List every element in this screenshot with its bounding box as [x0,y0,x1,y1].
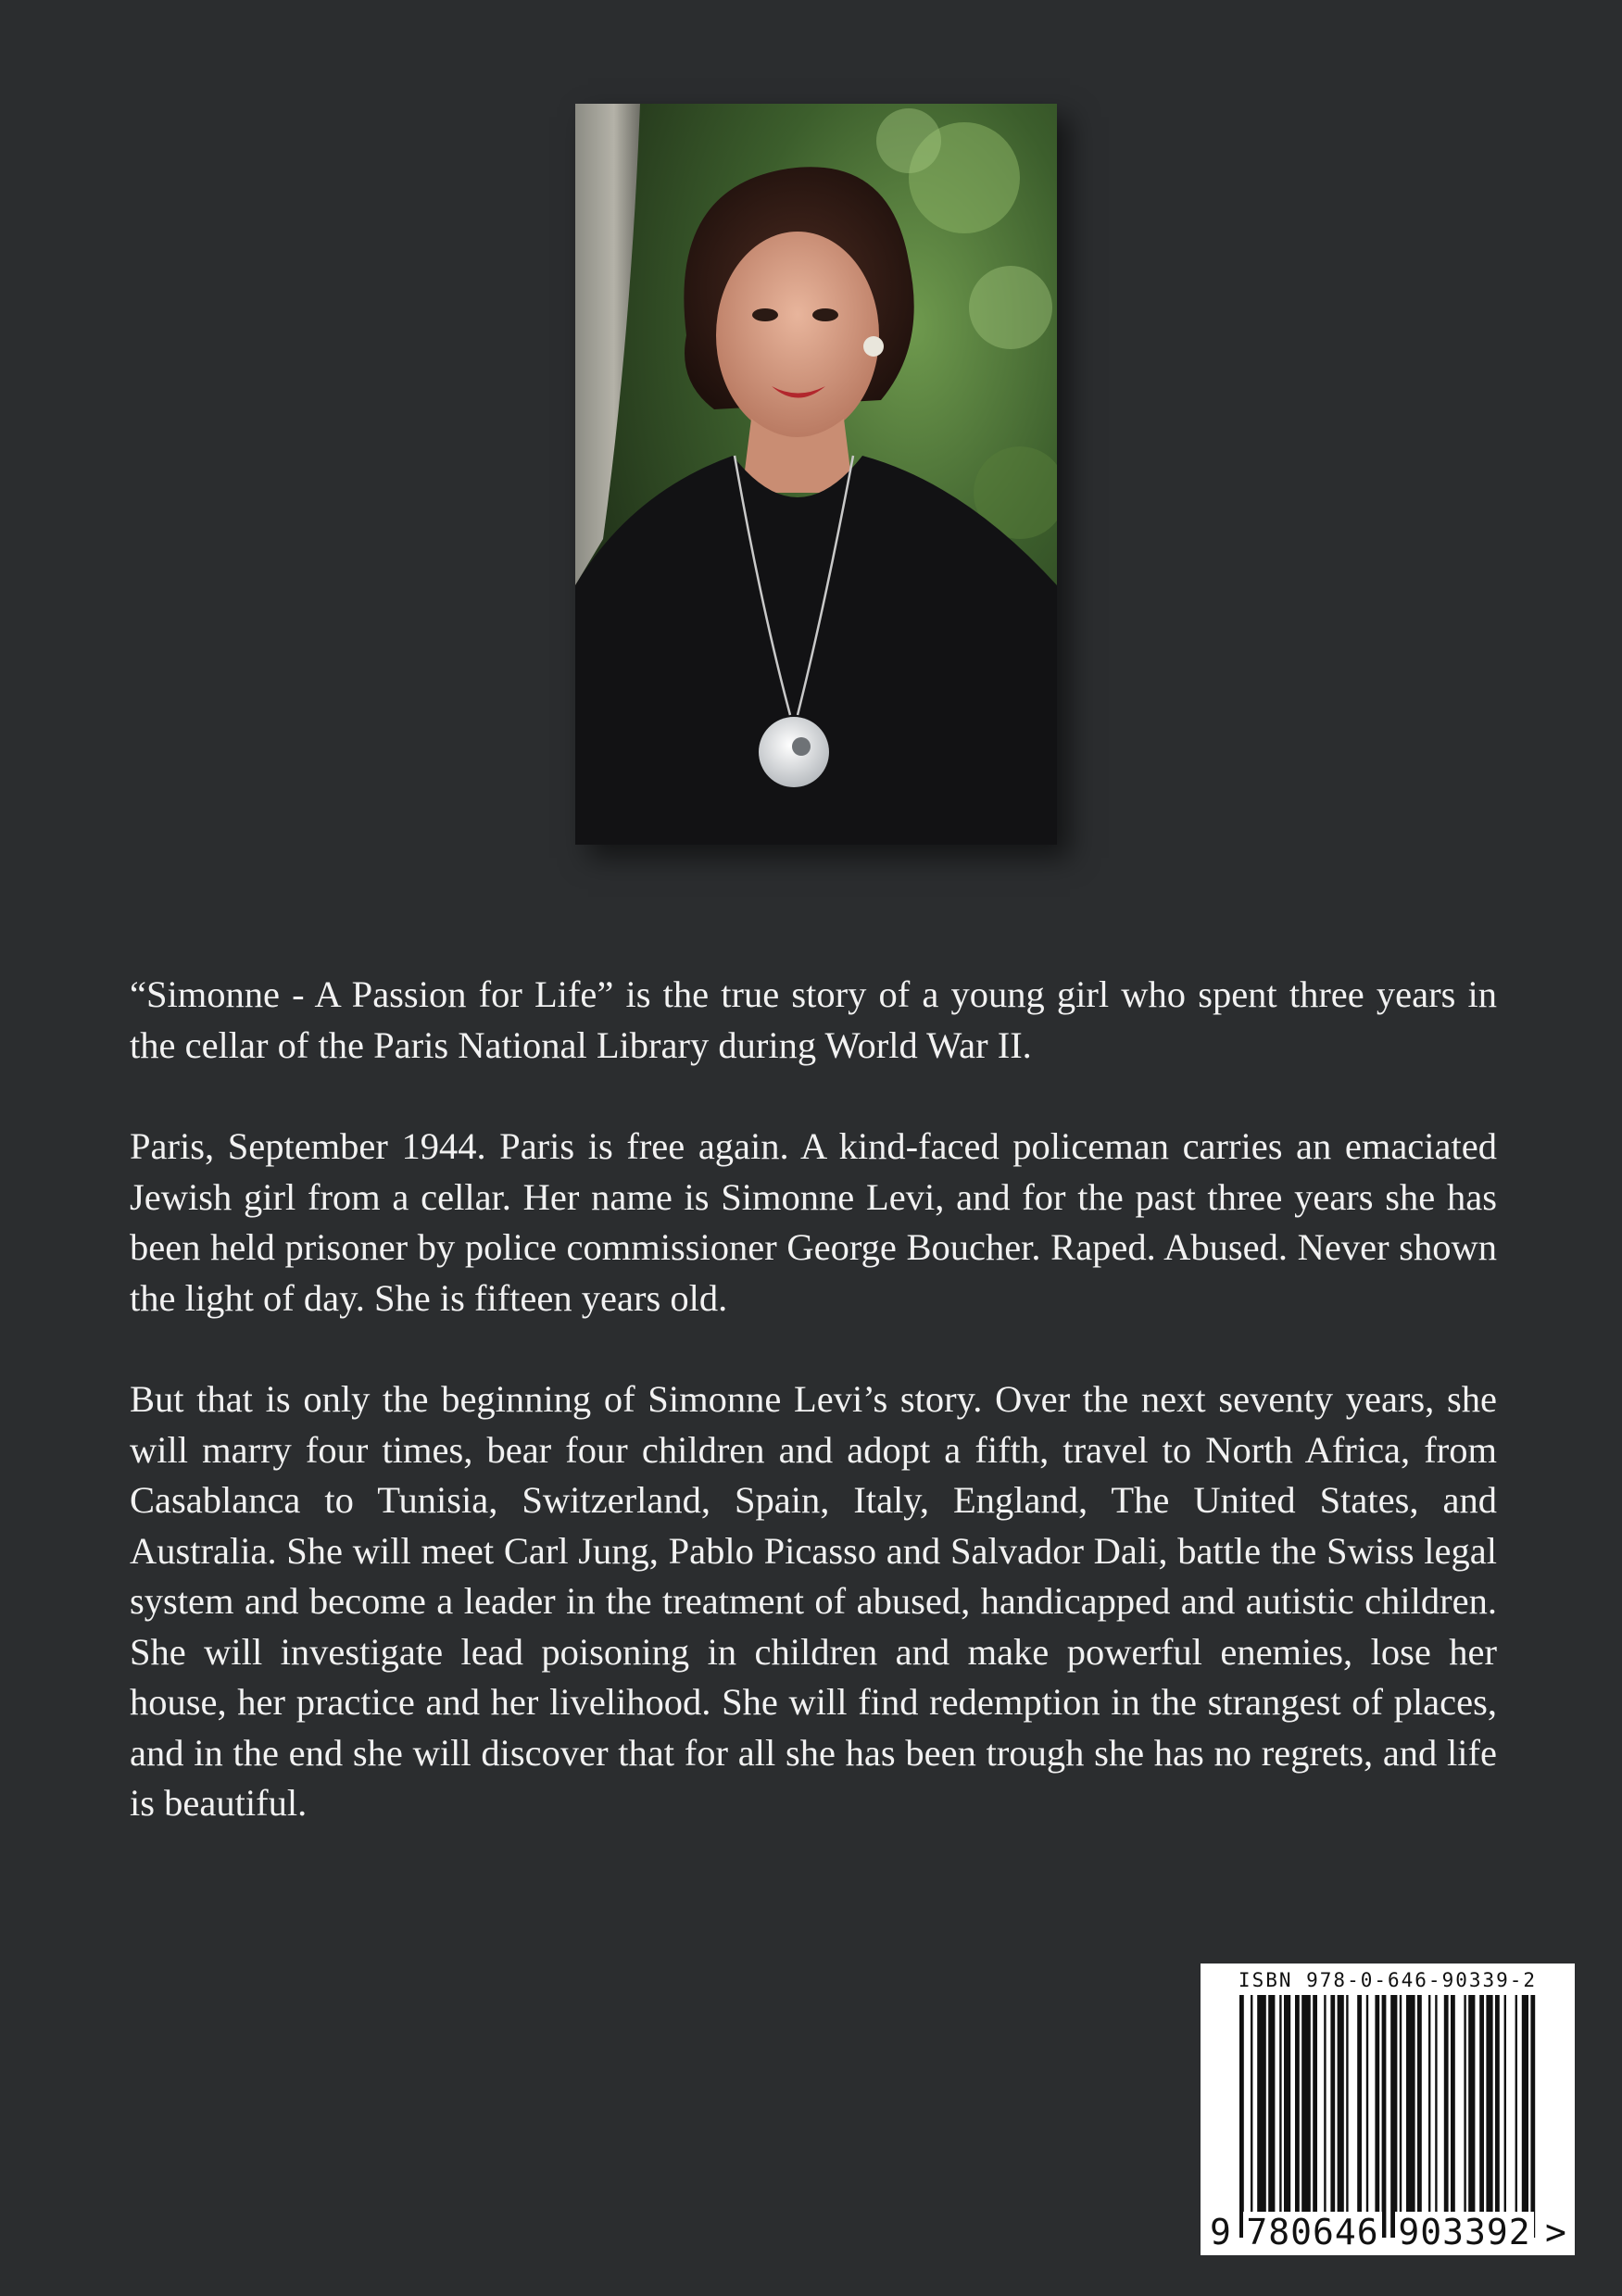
barcode-bar [1366,1995,1368,2214]
blurb-paragraph-paris: Paris, September 1944. Paris is free again. A kind-faced policeman carries an emaciated Jewish girl from a cellar. Her name is Simonne Levi, and for the past three years she has been held prisoner by police commissioner George Boucher. Raped. Abused. Never shown the light of day. She is fifteen years old. [130,1125,1497,1319]
barcode-bar [1284,1995,1290,2214]
barcode-digit-first: 9 [1210,2212,1231,2252]
barcode-bar [1382,1995,1387,2238]
barcode-bar [1428,1995,1430,2214]
barcode-bar [1464,1995,1465,2214]
barcode-bar [1444,1995,1449,2214]
barcode-bar [1268,1995,1275,2214]
back-cover-blurb [130,970,1497,1880]
barcode-bar [1435,1995,1437,2214]
barcode-arrow: > [1545,2212,1566,2252]
author-portrait-icon [575,104,1057,845]
barcode-bar [1330,1995,1335,2214]
barcode-bar [1357,1995,1362,2214]
author-photo [575,104,1057,845]
barcode-bar [1279,1995,1281,2214]
barcode-bar [1468,1995,1475,2214]
barcode-bar [1313,1995,1317,2214]
barcode-bar [1295,1995,1300,2214]
barcode-digits-left: 780646 [1243,2212,1382,2252]
barcode-bar [1451,1995,1455,2214]
barcode-bar [1479,1995,1484,2214]
barcode-digits [1201,2212,1575,2252]
barcode-bar [1515,1995,1517,2214]
barcode-bar [1400,1995,1402,2214]
barcode-digits-right: 903392 [1395,2212,1534,2252]
barcode-bar [1239,1995,1244,2238]
barcode-bar [1338,1995,1344,2214]
isbn-barcode [1201,1964,1575,2255]
barcode-bar [1522,1995,1528,2238]
barcode-bar [1346,1995,1348,2214]
barcode-bar [1406,1995,1415,2214]
barcode-bar [1301,1995,1311,2214]
barcode-bar [1417,1995,1422,2214]
blurb-paragraph-story: But that is only the beginning of Simonne Levi’s story. Over the next seventy years, she will marry four times, bear four children and adopt a fifth, travel to North Africa, from Casablanca to Tunisia, Switzerland, Spain, Italy, England, The United States, and Australia. She will meet Carl Jung, Pablo Picasso and Salvador Dali, battle the Swiss legal system and become a leader in the treatment of abused, handicapped and autistic children. She will investigate lead poisoning in children and make powerful enemies, lose her house, her practice and her livelihood. She will find redemption in the strangest of places, and in the end she will discover that for all she has been trough she has no regrets, and life is beautiful. [130,1378,1497,1824]
barcode-bar [1530,1995,1535,2238]
barcode-bar [1375,1995,1379,2214]
barcode-bar [1324,1995,1326,2214]
blurb-paragraph-intro: “Simonne - A Passion for Life” is the true story of a young girl who spent three years in the cellar of the Paris National Library during World War II. [130,973,1497,1066]
barcode-bar [1486,1995,1492,2214]
barcode-bar [1257,1995,1266,2214]
barcode-bar [1251,1995,1252,2238]
isbn-label: ISBN 978-0-646-90339-2 [1238,1969,1538,1991]
barcode-bar [1390,1995,1397,2238]
barcode-bar [1495,1995,1500,2214]
barcode-bar [1504,1995,1506,2214]
